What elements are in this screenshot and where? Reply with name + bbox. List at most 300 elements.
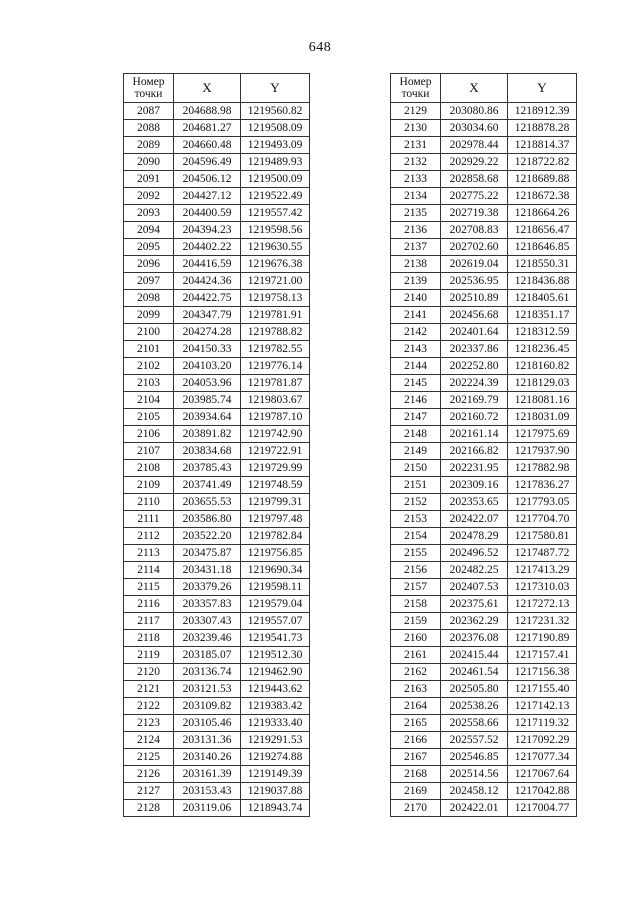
table-row <box>391 137 577 154</box>
table-row <box>124 664 310 681</box>
y-cell: 1218722.82 <box>508 154 577 171</box>
x-cell: 202978.44 <box>441 137 508 154</box>
point-number-cell: 2168 <box>391 766 441 783</box>
table-row <box>124 477 310 494</box>
y-cell: 1217092.29 <box>508 732 577 749</box>
point-number-cell: 2162 <box>391 664 441 681</box>
table-row <box>391 511 577 528</box>
table-row <box>124 205 310 222</box>
x-cell: 202422.01 <box>441 800 508 817</box>
point-number-cell: 2141 <box>391 307 441 324</box>
y-cell: 1217077.34 <box>508 749 577 766</box>
table-row <box>124 749 310 766</box>
y-cell: 1219557.42 <box>241 205 310 222</box>
table-row <box>391 256 577 273</box>
x-cell: 204596.49 <box>174 154 241 171</box>
table-row <box>124 528 310 545</box>
table-row <box>124 647 310 664</box>
x-cell: 202362.29 <box>441 613 508 630</box>
point-number-cell: 2167 <box>391 749 441 766</box>
y-cell: 1219149.39 <box>241 766 310 783</box>
x-cell: 202422.07 <box>441 511 508 528</box>
x-cell: 204053.96 <box>174 375 241 392</box>
y-cell: 1217067.64 <box>508 766 577 783</box>
table-row <box>391 460 577 477</box>
point-number-cell: 2126 <box>124 766 174 783</box>
y-cell: 1219579.04 <box>241 596 310 613</box>
y-cell: 1217882.98 <box>508 460 577 477</box>
point-number-cell: 2106 <box>124 426 174 443</box>
y-cell: 1218129.03 <box>508 375 577 392</box>
y-cell: 1219729.99 <box>241 460 310 477</box>
y-cell: 1219722.91 <box>241 443 310 460</box>
point-number-cell: 2128 <box>124 800 174 817</box>
point-number-cell: 2112 <box>124 528 174 545</box>
x-cell: 203034.60 <box>441 120 508 137</box>
point-number-header-line1: Номер <box>399 76 432 88</box>
table-row <box>391 596 577 613</box>
y-cell: 1217042.88 <box>508 783 577 800</box>
x-cell: 203985.74 <box>174 392 241 409</box>
point-number-cell: 2142 <box>391 324 441 341</box>
y-cell: 1217836.27 <box>508 477 577 494</box>
point-number-cell: 2153 <box>391 511 441 528</box>
x-cell: 202557.52 <box>441 732 508 749</box>
point-number-cell: 2122 <box>124 698 174 715</box>
table-row <box>124 358 310 375</box>
table-row <box>124 443 310 460</box>
point-number-cell: 2090 <box>124 154 174 171</box>
y-cell: 1217704.70 <box>508 511 577 528</box>
x-cell: 202478.29 <box>441 528 508 545</box>
y-cell: 1217155.40 <box>508 681 577 698</box>
y-cell: 1219598.56 <box>241 222 310 239</box>
point-number-cell: 2104 <box>124 392 174 409</box>
table-row <box>391 205 577 222</box>
point-number-cell: 2123 <box>124 715 174 732</box>
point-number-cell: 2107 <box>124 443 174 460</box>
point-number-cell: 2161 <box>391 647 441 664</box>
table-row <box>124 715 310 732</box>
x-cell: 203161.39 <box>174 766 241 783</box>
table-row <box>391 562 577 579</box>
y-header: Y <box>508 74 577 103</box>
y-cell: 1218656.47 <box>508 222 577 239</box>
y-cell: 1219742.90 <box>241 426 310 443</box>
y-header: Y <box>241 74 310 103</box>
table-row <box>391 392 577 409</box>
table-row <box>391 630 577 647</box>
x-cell: 203586.80 <box>174 511 241 528</box>
table-row <box>124 188 310 205</box>
x-cell: 202309.16 <box>441 477 508 494</box>
x-cell: 203121.53 <box>174 681 241 698</box>
y-cell: 1219676.38 <box>241 256 310 273</box>
y-cell: 1219797.48 <box>241 511 310 528</box>
point-number-cell: 2091 <box>124 171 174 188</box>
y-cell: 1218943.74 <box>241 800 310 817</box>
x-cell: 204274.28 <box>174 324 241 341</box>
table-row <box>124 375 310 392</box>
x-cell: 204400.59 <box>174 205 241 222</box>
point-number-cell: 2152 <box>391 494 441 511</box>
point-number-cell: 2130 <box>391 120 441 137</box>
table-header-row <box>391 74 577 103</box>
y-cell: 1218236.45 <box>508 341 577 358</box>
point-number-cell: 2136 <box>391 222 441 239</box>
table-row <box>391 494 577 511</box>
x-cell: 203934.64 <box>174 409 241 426</box>
x-cell: 202337.86 <box>441 341 508 358</box>
point-number-cell: 2149 <box>391 443 441 460</box>
point-number-cell: 2145 <box>391 375 441 392</box>
x-cell: 203475.87 <box>174 545 241 562</box>
x-cell: 202375.61 <box>441 596 508 613</box>
table-row <box>391 273 577 290</box>
point-number-cell: 2138 <box>391 256 441 273</box>
point-number-header-line2: точки <box>401 88 430 100</box>
point-number-cell: 2113 <box>124 545 174 562</box>
x-cell: 202496.52 <box>441 545 508 562</box>
x-cell: 202169.79 <box>441 392 508 409</box>
point-number-cell: 2087 <box>124 103 174 120</box>
point-number-cell: 2160 <box>391 630 441 647</box>
x-cell: 204660.48 <box>174 137 241 154</box>
table-row <box>124 324 310 341</box>
x-cell: 202619.04 <box>441 256 508 273</box>
point-number-cell: 2100 <box>124 324 174 341</box>
y-cell: 1217004.77 <box>508 800 577 817</box>
x-cell: 204688.98 <box>174 103 241 120</box>
x-cell: 202401.64 <box>441 324 508 341</box>
y-cell: 1219557.07 <box>241 613 310 630</box>
y-cell: 1217156.38 <box>508 664 577 681</box>
table-row <box>391 307 577 324</box>
y-cell: 1217580.81 <box>508 528 577 545</box>
table-row <box>124 239 310 256</box>
y-cell: 1218436.88 <box>508 273 577 290</box>
x-cell: 202161.14 <box>441 426 508 443</box>
x-cell: 202458.12 <box>441 783 508 800</box>
table-row <box>391 545 577 562</box>
table-row <box>391 120 577 137</box>
point-number-cell: 2132 <box>391 154 441 171</box>
point-number-cell: 2094 <box>124 222 174 239</box>
point-number-cell: 2114 <box>124 562 174 579</box>
y-cell: 1219748.59 <box>241 477 310 494</box>
table-row <box>391 664 577 681</box>
y-cell: 1219787.10 <box>241 409 310 426</box>
y-cell: 1219493.09 <box>241 137 310 154</box>
table-row <box>124 732 310 749</box>
point-number-cell: 2157 <box>391 579 441 596</box>
point-number-cell: 2125 <box>124 749 174 766</box>
x-cell: 203785.43 <box>174 460 241 477</box>
point-number-cell: 2137 <box>391 239 441 256</box>
y-cell: 1218405.61 <box>508 290 577 307</box>
y-cell: 1219782.84 <box>241 528 310 545</box>
point-number-cell: 2139 <box>391 273 441 290</box>
x-cell: 203239.46 <box>174 630 241 647</box>
y-cell: 1218351.17 <box>508 307 577 324</box>
x-cell: 203109.82 <box>174 698 241 715</box>
point-number-header <box>391 74 441 103</box>
y-cell: 1219274.88 <box>241 749 310 766</box>
point-number-cell: 2092 <box>124 188 174 205</box>
x-cell: 204427.12 <box>174 188 241 205</box>
point-number-cell: 2146 <box>391 392 441 409</box>
table-row <box>124 630 310 647</box>
table-row <box>124 392 310 409</box>
x-cell: 202702.60 <box>441 239 508 256</box>
table-row <box>124 596 310 613</box>
point-number-cell: 2120 <box>124 664 174 681</box>
x-cell: 203891.82 <box>174 426 241 443</box>
point-number-cell: 2131 <box>391 137 441 154</box>
table-row <box>124 562 310 579</box>
y-cell: 1217975.69 <box>508 426 577 443</box>
x-cell: 203136.74 <box>174 664 241 681</box>
point-number-cell: 2148 <box>391 426 441 443</box>
point-number-cell: 2117 <box>124 613 174 630</box>
y-cell: 1219383.42 <box>241 698 310 715</box>
table-row <box>124 341 310 358</box>
y-cell: 1219560.82 <box>241 103 310 120</box>
table-row <box>391 426 577 443</box>
point-number-cell: 2099 <box>124 307 174 324</box>
y-cell: 1219630.55 <box>241 239 310 256</box>
x-cell: 203140.26 <box>174 749 241 766</box>
table-body-left <box>124 103 310 817</box>
x-cell: 203741.49 <box>174 477 241 494</box>
table-row <box>391 698 577 715</box>
coordinates-table-left <box>123 73 310 817</box>
table-row <box>124 273 310 290</box>
table-row <box>124 307 310 324</box>
x-cell: 204347.79 <box>174 307 241 324</box>
table-row <box>391 341 577 358</box>
y-cell: 1219508.09 <box>241 120 310 137</box>
point-number-cell: 2170 <box>391 800 441 817</box>
point-number-cell: 2134 <box>391 188 441 205</box>
y-cell: 1218664.26 <box>508 205 577 222</box>
y-cell: 1219776.14 <box>241 358 310 375</box>
x-cell: 202252.80 <box>441 358 508 375</box>
point-number-cell: 2119 <box>124 647 174 664</box>
y-cell: 1219799.31 <box>241 494 310 511</box>
table-row <box>124 766 310 783</box>
y-cell: 1219721.00 <box>241 273 310 290</box>
table-row <box>124 256 310 273</box>
y-cell: 1217157.41 <box>508 647 577 664</box>
x-cell: 203131.36 <box>174 732 241 749</box>
y-cell: 1219443.62 <box>241 681 310 698</box>
table-row <box>124 290 310 307</box>
y-cell: 1217119.32 <box>508 715 577 732</box>
y-cell: 1219462.90 <box>241 664 310 681</box>
point-number-cell: 2129 <box>391 103 441 120</box>
table-row <box>124 103 310 120</box>
y-cell: 1218160.82 <box>508 358 577 375</box>
x-cell: 202719.38 <box>441 205 508 222</box>
point-number-cell: 2158 <box>391 596 441 613</box>
table-row <box>391 324 577 341</box>
x-cell: 204402.22 <box>174 239 241 256</box>
y-cell: 1219782.55 <box>241 341 310 358</box>
y-cell: 1218312.59 <box>508 324 577 341</box>
point-number-cell: 2133 <box>391 171 441 188</box>
y-cell: 1217413.29 <box>508 562 577 579</box>
x-cell: 202510.89 <box>441 290 508 307</box>
table-body-right <box>391 103 577 817</box>
x-cell: 202353.65 <box>441 494 508 511</box>
point-number-cell: 2150 <box>391 460 441 477</box>
point-number-cell: 2159 <box>391 613 441 630</box>
y-cell: 1219541.73 <box>241 630 310 647</box>
y-cell: 1219333.40 <box>241 715 310 732</box>
table-row <box>124 409 310 426</box>
point-number-cell: 2135 <box>391 205 441 222</box>
y-cell: 1217231.32 <box>508 613 577 630</box>
point-number-cell: 2105 <box>124 409 174 426</box>
point-number-cell: 2111 <box>124 511 174 528</box>
y-cell: 1219788.82 <box>241 324 310 341</box>
x-cell: 202456.68 <box>441 307 508 324</box>
y-cell: 1217310.03 <box>508 579 577 596</box>
x-cell: 202514.56 <box>441 766 508 783</box>
y-cell: 1218689.88 <box>508 171 577 188</box>
table-row <box>124 137 310 154</box>
x-cell: 202166.82 <box>441 443 508 460</box>
x-cell: 204422.75 <box>174 290 241 307</box>
point-number-cell: 2155 <box>391 545 441 562</box>
table-row <box>391 749 577 766</box>
table-row <box>391 579 577 596</box>
table-row <box>124 681 310 698</box>
table-row <box>391 103 577 120</box>
y-cell: 1217272.13 <box>508 596 577 613</box>
y-cell: 1217190.89 <box>508 630 577 647</box>
x-cell: 204416.59 <box>174 256 241 273</box>
y-cell: 1219781.91 <box>241 307 310 324</box>
table-row <box>391 766 577 783</box>
table-row <box>124 171 310 188</box>
table-row <box>391 800 577 817</box>
table-row <box>391 154 577 171</box>
point-number-cell: 2096 <box>124 256 174 273</box>
table-row <box>391 715 577 732</box>
table-row <box>391 732 577 749</box>
table-row <box>124 579 310 596</box>
y-cell: 1219500.09 <box>241 171 310 188</box>
table-row <box>391 783 577 800</box>
y-cell: 1218814.37 <box>508 137 577 154</box>
x-cell: 204150.33 <box>174 341 241 358</box>
x-cell: 203655.53 <box>174 494 241 511</box>
table-row <box>124 494 310 511</box>
x-cell: 202858.68 <box>441 171 508 188</box>
x-cell: 203379.26 <box>174 579 241 596</box>
y-cell: 1218912.39 <box>508 103 577 120</box>
point-number-cell: 2103 <box>124 375 174 392</box>
table-row <box>391 477 577 494</box>
point-number-cell: 2164 <box>391 698 441 715</box>
x-cell: 202505.80 <box>441 681 508 698</box>
table-row <box>124 222 310 239</box>
y-cell: 1219690.34 <box>241 562 310 579</box>
x-cell: 203834.68 <box>174 443 241 460</box>
point-number-cell: 2144 <box>391 358 441 375</box>
table-row <box>391 375 577 392</box>
point-number-cell: 2151 <box>391 477 441 494</box>
table-row <box>391 290 577 307</box>
x-cell: 202536.95 <box>441 273 508 290</box>
y-cell: 1218878.28 <box>508 120 577 137</box>
table-row <box>391 681 577 698</box>
y-cell: 1218672.38 <box>508 188 577 205</box>
y-cell: 1219512.30 <box>241 647 310 664</box>
y-cell: 1217142.13 <box>508 698 577 715</box>
table-row <box>391 358 577 375</box>
x-cell: 203357.83 <box>174 596 241 613</box>
page-number: 648 <box>308 40 332 55</box>
point-number-cell: 2118 <box>124 630 174 647</box>
point-number-cell: 2140 <box>391 290 441 307</box>
table-row <box>391 409 577 426</box>
point-number-cell: 2102 <box>124 358 174 375</box>
point-number-header <box>124 74 174 103</box>
point-number-cell: 2095 <box>124 239 174 256</box>
point-number-cell: 2088 <box>124 120 174 137</box>
table-row <box>124 613 310 630</box>
point-number-header-line2: точки <box>134 88 163 100</box>
x-cell: 202224.39 <box>441 375 508 392</box>
point-number-cell: 2116 <box>124 596 174 613</box>
x-cell: 202461.54 <box>441 664 508 681</box>
point-number-cell: 2121 <box>124 681 174 698</box>
x-cell: 203431.18 <box>174 562 241 579</box>
point-number-cell: 2169 <box>391 783 441 800</box>
x-cell: 203307.43 <box>174 613 241 630</box>
y-cell: 1218031.09 <box>508 409 577 426</box>
x-cell: 203522.20 <box>174 528 241 545</box>
x-cell: 202929.22 <box>441 154 508 171</box>
point-number-cell: 2156 <box>391 562 441 579</box>
y-cell: 1219781.87 <box>241 375 310 392</box>
table-row <box>124 460 310 477</box>
x-cell: 202546.85 <box>441 749 508 766</box>
table-row <box>124 698 310 715</box>
point-number-cell: 2093 <box>124 205 174 222</box>
point-number-cell: 2143 <box>391 341 441 358</box>
table-row <box>124 783 310 800</box>
x-cell: 202415.44 <box>441 647 508 664</box>
y-cell: 1218646.85 <box>508 239 577 256</box>
point-number-cell: 2166 <box>391 732 441 749</box>
point-number-cell: 2165 <box>391 715 441 732</box>
point-number-cell: 2098 <box>124 290 174 307</box>
x-cell: 202407.53 <box>441 579 508 596</box>
y-cell: 1217487.72 <box>508 545 577 562</box>
table-row <box>391 613 577 630</box>
x-cell: 202376.08 <box>441 630 508 647</box>
y-cell: 1218081.16 <box>508 392 577 409</box>
y-cell: 1217937.90 <box>508 443 577 460</box>
x-cell: 203080.86 <box>441 103 508 120</box>
point-number-cell: 2154 <box>391 528 441 545</box>
y-cell: 1219758.13 <box>241 290 310 307</box>
table-row <box>391 171 577 188</box>
